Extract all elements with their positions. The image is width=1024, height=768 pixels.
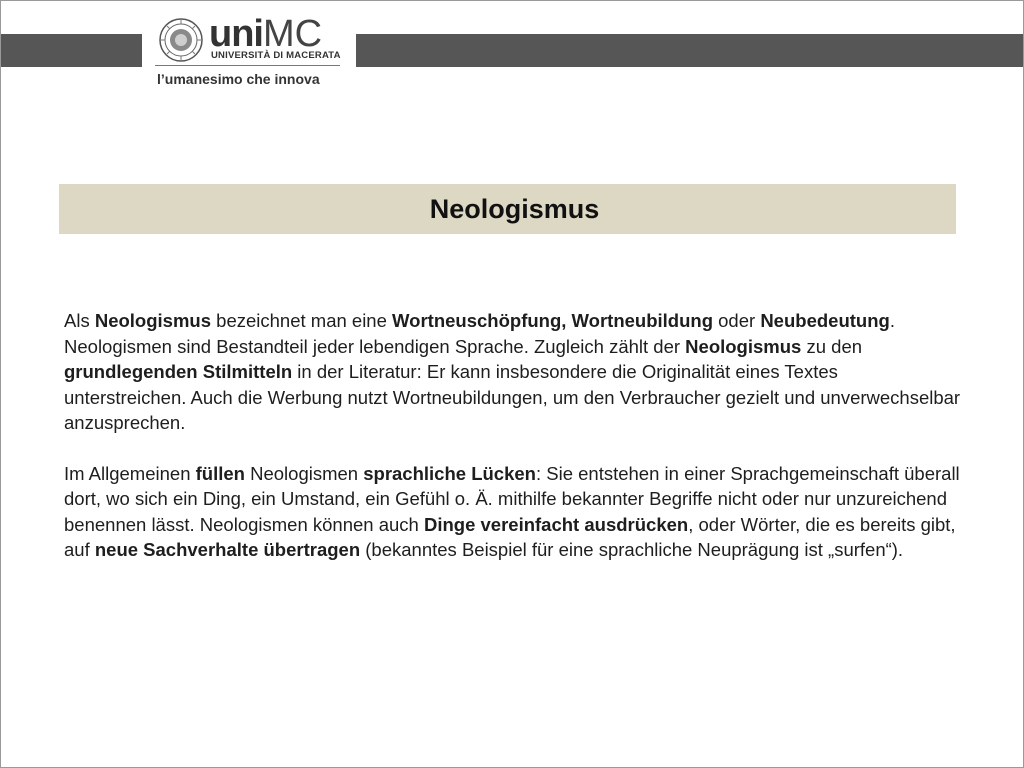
- text-run: zu den: [801, 335, 863, 357]
- emphasized-term: neue Sachverhalte übertragen: [94, 539, 361, 560]
- university-seal-icon: [159, 18, 203, 62]
- text-run: Neologismen: [244, 462, 364, 484]
- text-run: Als: [64, 310, 95, 331]
- emphasized-term: grundlegenden Stilmitteln: [64, 361, 293, 382]
- emphasized-term: füllen: [195, 462, 245, 484]
- header-bar-left: [1, 34, 142, 67]
- slide-body: [64, 308, 964, 588]
- logo-brand-light: MC: [262, 13, 323, 55]
- text-run: . Neologismen sind Bestandteil jeder lebendigen Sprache. Zugleich zählt der: [64, 310, 895, 357]
- slide-title: Neologismus: [429, 193, 600, 224]
- emphasized-term: Neologismus: [685, 335, 802, 357]
- logo-divider: [155, 65, 340, 66]
- university-logo: [142, 1, 356, 93]
- text-run: (bekanntes Beispiel für eine sprachliche Neuprägung ist „surfen“).: [360, 539, 904, 560]
- logo-brand-bold: uni: [209, 13, 263, 55]
- text-run: oder: [713, 310, 761, 331]
- emphasized-term: Neologismus: [94, 310, 212, 331]
- logo-university-name: UNIVERSITÀ DI MACERATA: [211, 50, 341, 61]
- title-band: [59, 184, 956, 234]
- emphasized-term: sprachliche Lücken: [363, 462, 536, 484]
- emphasized-term: Wortneuschöpfung, Wortneubildung: [392, 310, 713, 331]
- emphasized-term: Neubedeutung: [760, 310, 890, 331]
- emphasized-term: Dinge vereinfacht ausdrücken: [423, 513, 689, 535]
- text-run: , oder Wörter, die es bereits gibt, auf: [64, 513, 956, 560]
- body-paragraph: [64, 461, 964, 563]
- logo-brand: [209, 15, 322, 53]
- header-bar-right: [356, 34, 1023, 67]
- text-run: in der Literatur: Er kann insbesondere die Originalität eines Textes unterstreichen. Auch die Werbung nutzt Wortneubildungen, um den Verbraucher gezielt und unverwechselbar anzusprechen.: [64, 361, 961, 433]
- text-run: bezeichnet man eine: [211, 310, 393, 331]
- body-paragraph: [64, 308, 964, 436]
- text-run: : Sie entstehen in einer Sprachgemeinschaft überall dort, wo sich ein Ding, ein Umstand, ein Gefühl o. Ä. mithilfe bekannter Begriffe nicht oder nur unzureichend benennen lässt. Neologismen können auch: [64, 462, 960, 535]
- logo-tagline: l’umanesimo che innova: [157, 71, 320, 87]
- text-run: Im Allgemeinen: [64, 462, 196, 484]
